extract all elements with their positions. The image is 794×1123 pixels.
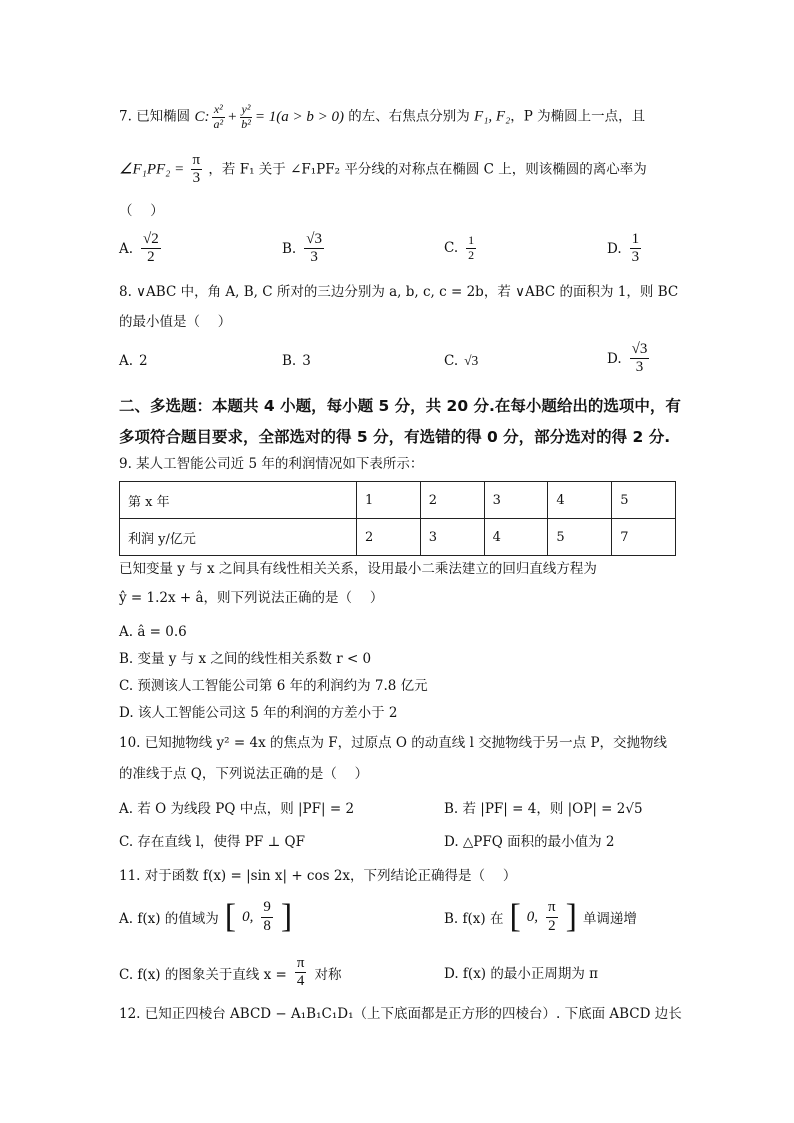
table-cell: 5 xyxy=(548,519,612,556)
q7-text-mid: 的左、右焦点分别为 xyxy=(348,108,470,125)
q9-text-1: 已知变量 y 与 x 之间具有线性相关关系，设用最小二乘法建立的回归直线方程为 xyxy=(119,561,597,577)
table-row xyxy=(120,519,676,556)
q11-option-b: B. f(x) 在 [ 0, $\frac{\pi}{2}$ ] 单调递增 xyxy=(444,898,637,935)
q7-text-tail: ，P 为椭圆上一点，且 xyxy=(510,108,646,125)
q11-option-a: A. f(x) 的值域为 [ 0, $\frac{9}{8}$ ] xyxy=(119,898,293,935)
section-heading-line2: 多项符合题目要求，全部选对的得 5 分，有选错的得 0 分，部分选对的得 2 分. xyxy=(119,428,671,446)
q12-line1: 12. 已知正四棱台 ABCD − A₁B₁C₁D₁（上下底面都是正方形的四棱台）. 下底面 ABCD 边长 xyxy=(119,1006,682,1022)
q9-option-b: B. 变量 y 与 x 之间的线性相关系数 r < 0 xyxy=(119,651,372,667)
table-cell: 3 xyxy=(484,482,548,519)
q7-line2 xyxy=(119,152,647,188)
q9-intro: 9. 某人工智能公司近 5 年的利润情况如下表所示： xyxy=(119,456,424,472)
table-cell: 2 xyxy=(357,519,421,556)
q7-number: 7. xyxy=(119,108,132,125)
table-cell: 2 xyxy=(420,482,484,519)
table-cell: 4 xyxy=(484,519,548,556)
profit-table xyxy=(119,481,676,556)
q9-option-c: C. 预测该人工智能公司第 6 年的利润约为 7.8 亿元 xyxy=(119,678,428,694)
q7-line1 xyxy=(119,103,645,132)
q7-text-prefix: 已知椭圆 xyxy=(136,108,191,125)
q11-option-c: C. f(x) 的图象关于直线 x = $\frac{\pi}{4}$ 对称 xyxy=(119,955,342,990)
table-cell: 1 xyxy=(357,482,421,519)
q10-option-a: A. 若 O 为线段 PQ 中点，则 |PF| = 2 xyxy=(119,801,355,817)
q8-line2: 的最小值是（ ） xyxy=(119,314,232,330)
q10-option-d: D. △PFQ 面积的最小值为 2 xyxy=(444,834,615,850)
q7-line2-text: ，若 F₁ 关于 ∠F₁PF₂ 平分线的对称点在椭圆 C 上，则该椭圆的离心率为 xyxy=(208,161,647,178)
q8-option-b: B. 3 xyxy=(282,353,311,369)
q10-option-b: B. 若 |PF| = 4，则 |OP| = 2√5 xyxy=(444,801,643,817)
table-cell: 5 xyxy=(612,482,676,519)
q11-line1: 11. 对于函数 f(x) = |sin x| + cos 2x，下列结论正确得是（ ） xyxy=(119,868,517,884)
q8-option-a: A. 2 xyxy=(119,353,148,369)
table-cell: 7 xyxy=(612,519,676,556)
table-cell: 第 x 年 xyxy=(120,482,357,519)
q7-option-a: A. $\frac{√2}{2}$ xyxy=(119,231,159,266)
q7-answer-paren: （ ） xyxy=(119,203,164,219)
q10-line1: 10. 已知抛物线 y² = 4x 的焦点为 F，过原点 O 的动直线 l 交抛物线于另一点 P，交抛物线 xyxy=(119,735,668,751)
q7-option-b: B. $\frac{√3}{3}$ xyxy=(282,231,322,266)
q7-option-c: C. $\frac{1}{2}$ xyxy=(444,233,475,262)
q9-regression-line: ŷ = 1.2x + â，则下列说法正确的是（ ） xyxy=(119,590,384,606)
table-row xyxy=(120,482,676,519)
q11-option-d: D. f(x) 的最小正周期为 π xyxy=(444,966,599,982)
table-cell: 利润 y/亿元 xyxy=(120,519,357,556)
q7-ellipse-equation: C: $\frac{\text{x²}}{\text{a²}}$ + $\frac{\text{y²}}{\text{b²}}$ = 1(a > b > 0) xyxy=(194,102,344,131)
section-heading-line1: 二、多选题：本题共 4 小题，每小题 5 分，共 20 分.在每小题给出的选项中，有 xyxy=(119,397,681,415)
q7-option-d: D. $\frac{1}{3}$ xyxy=(607,231,640,266)
q8-line1: 8. ∨ABC 中，角 A, B, C 所对的三边分别为 a, b, c, c = 2b，若 ∨ABC 的面积为 1，则 BC xyxy=(119,284,679,300)
q7-angle-fraction: $\frac{\pi}{3}$ xyxy=(192,152,201,187)
q7-foci: F₁, F₂ xyxy=(474,108,511,125)
q9-option-d: D. 该人工智能公司这 5 年的利润的方差小于 2 xyxy=(119,705,398,721)
q10-line2: 的准线于点 Q，下列说法正确的是（ ） xyxy=(119,766,369,782)
q9-option-a: A. â = 0.6 xyxy=(119,624,187,640)
q10-option-c: C. 存在直线 l，使得 PF ⊥ QF xyxy=(119,834,305,850)
table-cell: 4 xyxy=(548,482,612,519)
q8-option-c: C. √3 xyxy=(444,353,479,369)
q7-angle: ∠F₁PF₂ = xyxy=(119,161,185,178)
q8-option-d: D. $\frac{√3}{3}$ xyxy=(607,341,648,376)
table-cell: 3 xyxy=(420,519,484,556)
